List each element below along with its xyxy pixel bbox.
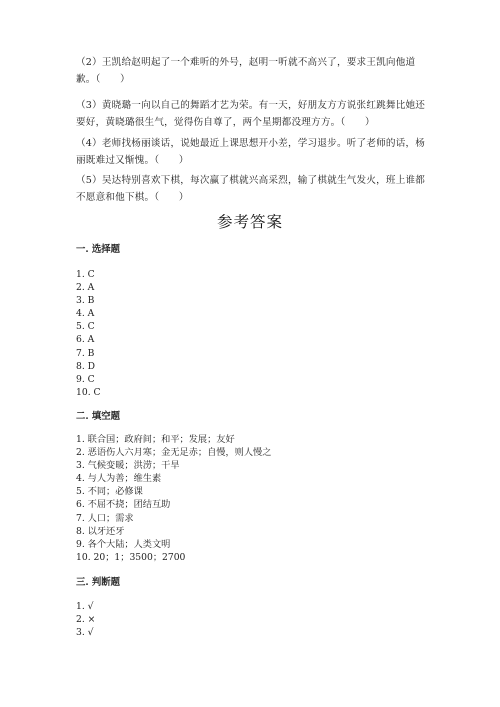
list-item: 2. × xyxy=(76,614,96,626)
list-item: 8. 以牙还牙 xyxy=(76,525,125,537)
list-item: 10. 20；1；3500；2700 xyxy=(76,551,186,563)
list-item: 4. A xyxy=(76,308,95,320)
list-item: 3. 气候变暖；洪涝；干旱 xyxy=(76,460,180,472)
list-item: 3. B xyxy=(76,295,95,307)
choice-answer-list xyxy=(76,268,101,399)
list-item: 7. 人口；需求 xyxy=(76,512,134,524)
question-2: （2）王凯给赵明起了一个难听的外号，赵明一听就不高兴了，要求王凯向他道歉。（ ） xyxy=(76,57,416,85)
list-item: 5. C xyxy=(76,321,95,333)
list-item: 5. 不同；必修课 xyxy=(76,486,143,498)
list-item: 3. √ xyxy=(76,627,94,639)
question-3: （3）黄晓璐一向以自己的舞蹈才艺为荣。有一天，好朋友方方说张红跳舞比她还要好，黄晓璐很生气，觉得伤自尊了，两个星期都没理方方。（ ） xyxy=(76,100,426,128)
answers-title: 参考答案 xyxy=(216,213,283,231)
section-heading-judge: 三. 判断题 xyxy=(76,577,121,588)
list-item: 9. C xyxy=(76,373,95,385)
list-item: 1. 联合国；政府间；和平；发展；友好 xyxy=(76,434,235,445)
question-4: （4）老师找杨丽谈话，说她最近上课思想开小差，学习退步。听了老师的话，杨丽既难过又惭愧。（ ） xyxy=(76,138,426,166)
list-item: 1. √ xyxy=(76,601,94,612)
list-item: 1. C xyxy=(76,269,95,280)
list-item: 9. 各个大陆；人类文明 xyxy=(76,538,171,550)
list-item: 2. 恶语伤人六月寒；金无足赤；自慢，则人慢之 xyxy=(76,447,272,459)
list-item: 8. D xyxy=(76,360,96,372)
question-5: （5）吴达特别喜欢下棋，每次赢了棋就兴高采烈，输了棋就生气发火，班上谁都不愿意和他下棋。（ ） xyxy=(76,175,426,203)
section-heading-choice: 一. 选择题 xyxy=(76,244,121,255)
list-item: 6. A xyxy=(76,334,95,346)
section-heading-fill: 二. 填空题 xyxy=(76,411,121,422)
fill-answer-list xyxy=(76,433,271,564)
list-item: 6. 不屈不挠；团结互助 xyxy=(76,499,171,511)
list-item: 2. A xyxy=(76,282,95,294)
judge-answer-list xyxy=(76,600,95,639)
list-item: 4. 与人为善；维生素 xyxy=(76,473,162,485)
list-item: 7. B xyxy=(76,347,95,359)
list-item: 10. C xyxy=(76,386,101,398)
